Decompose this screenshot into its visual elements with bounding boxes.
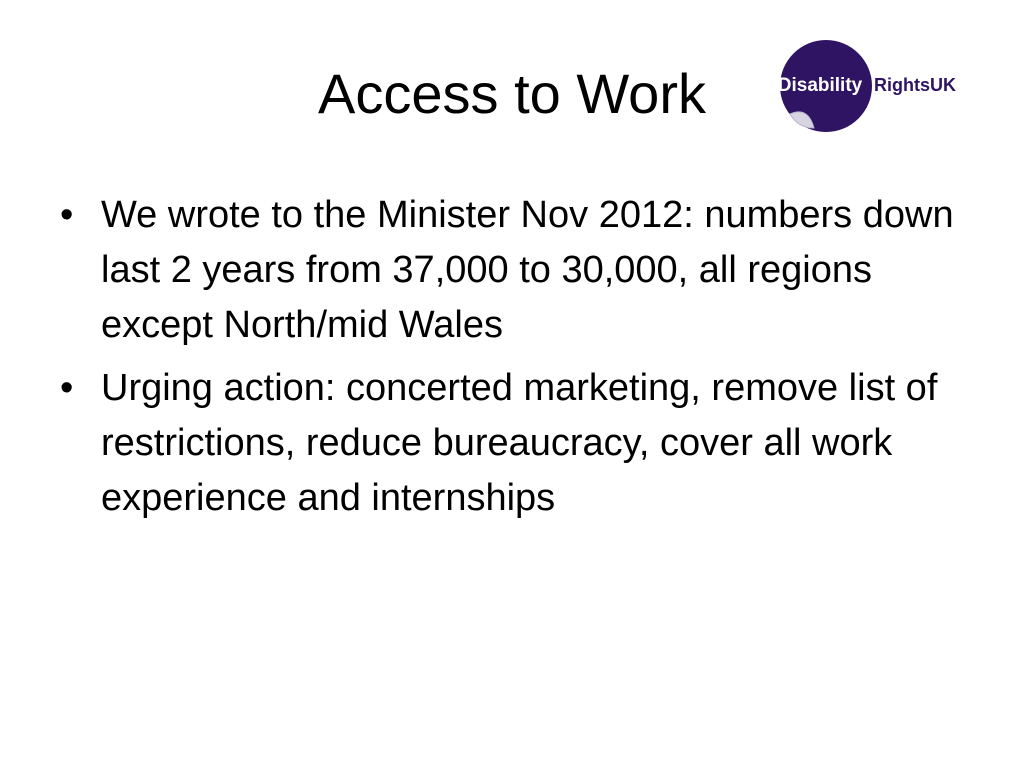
slide-title: Access to Work (318, 62, 706, 125)
logo-text-primary: Disability (777, 75, 863, 96)
bullet-item (56, 361, 976, 526)
bullet-marker: • (60, 367, 74, 409)
bullet-marker: • (60, 194, 74, 236)
disability-rights-uk-logo (768, 36, 968, 136)
logo-graphic (768, 36, 968, 136)
bullet-item (56, 188, 976, 353)
bullet-text: Urging action: concerted marketing, remove list of restrictions, reduce bureaucracy, cover all work experience and internships (101, 367, 938, 519)
bullet-list (56, 188, 976, 534)
logo-text-secondary: RightsUK (874, 75, 956, 95)
bullet-text: We wrote to the Minister Nov 2012: numbers down last 2 years from 37,000 to 30,000, all regions except North/mid Wales (101, 194, 954, 346)
